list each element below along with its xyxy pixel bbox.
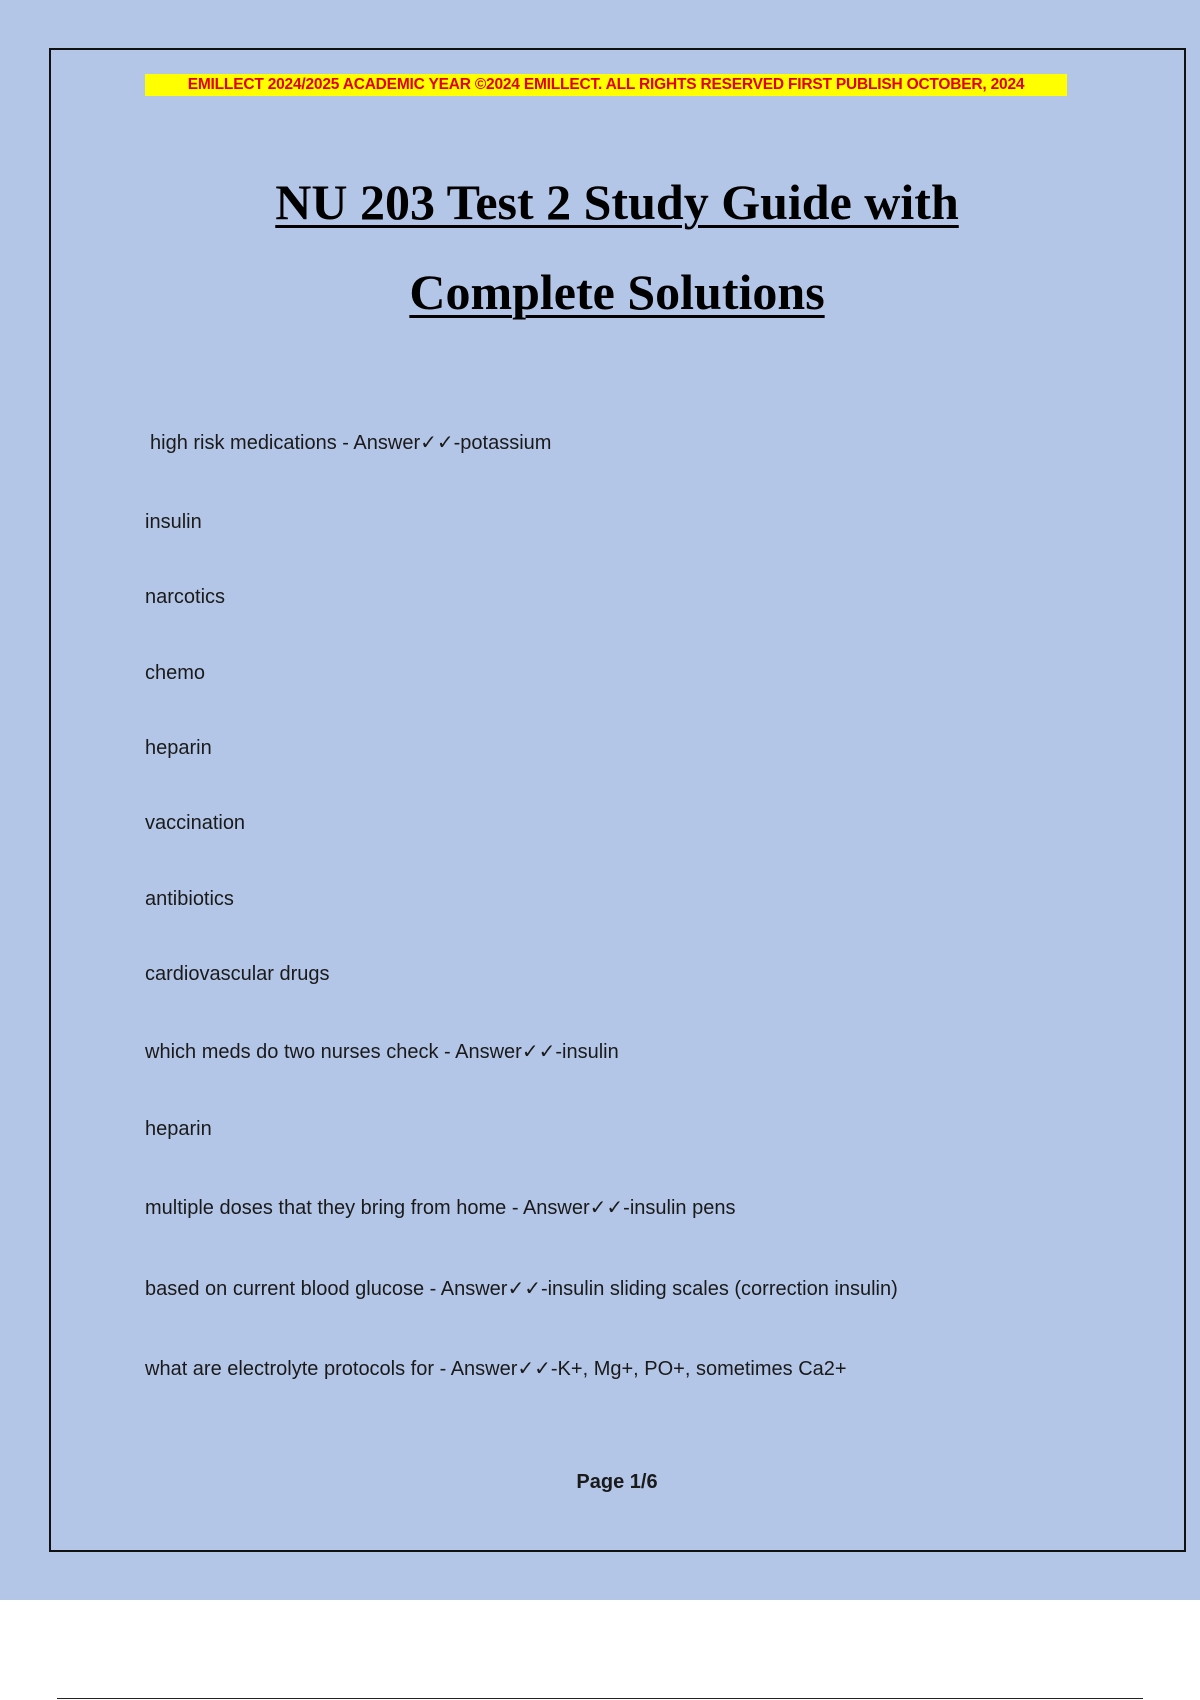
qa-line-9: which meds do two nurses check - Answer✓✓-insulin (145, 1041, 619, 1063)
qa-line-8: cardiovascular drugs (145, 963, 330, 985)
copyright-banner: EMILLECT 2024/2025 ACADEMIC YEAR ©2024 EMILLECT. ALL RIGHTS RESERVED FIRST PUBLISH OCTOBER, 2024 (145, 74, 1067, 96)
qa-line-11: multiple doses that they bring from home - Answer✓✓-insulin pens (145, 1197, 736, 1219)
qa-line-12: based on current blood glucose - Answer✓✓-insulin sliding scales (correction insulin) (145, 1278, 898, 1300)
qa-line-3: narcotics (145, 586, 226, 608)
qa-line-1: high risk medications - Answer✓✓-potassium (150, 432, 552, 454)
document-title-line-2: Complete Solutions (409, 264, 825, 320)
document-title-line-1: NU 203 Test 2 Study Guide with (275, 174, 959, 230)
page-number: Page 1/6 (576, 1471, 658, 1493)
qa-line-2: insulin (145, 511, 202, 533)
qa-line-7: antibiotics (145, 888, 234, 910)
qa-line-10: heparin (145, 1118, 212, 1140)
bottom-divider (57, 1698, 1143, 1699)
qa-line-6: vaccination (145, 812, 246, 834)
qa-line-4: chemo (145, 662, 206, 684)
qa-line-5: heparin (145, 737, 212, 759)
qa-line-13: what are electrolyte protocols for - Answer✓✓-K+, Mg+, PO+, sometimes Ca2+ (145, 1358, 847, 1380)
